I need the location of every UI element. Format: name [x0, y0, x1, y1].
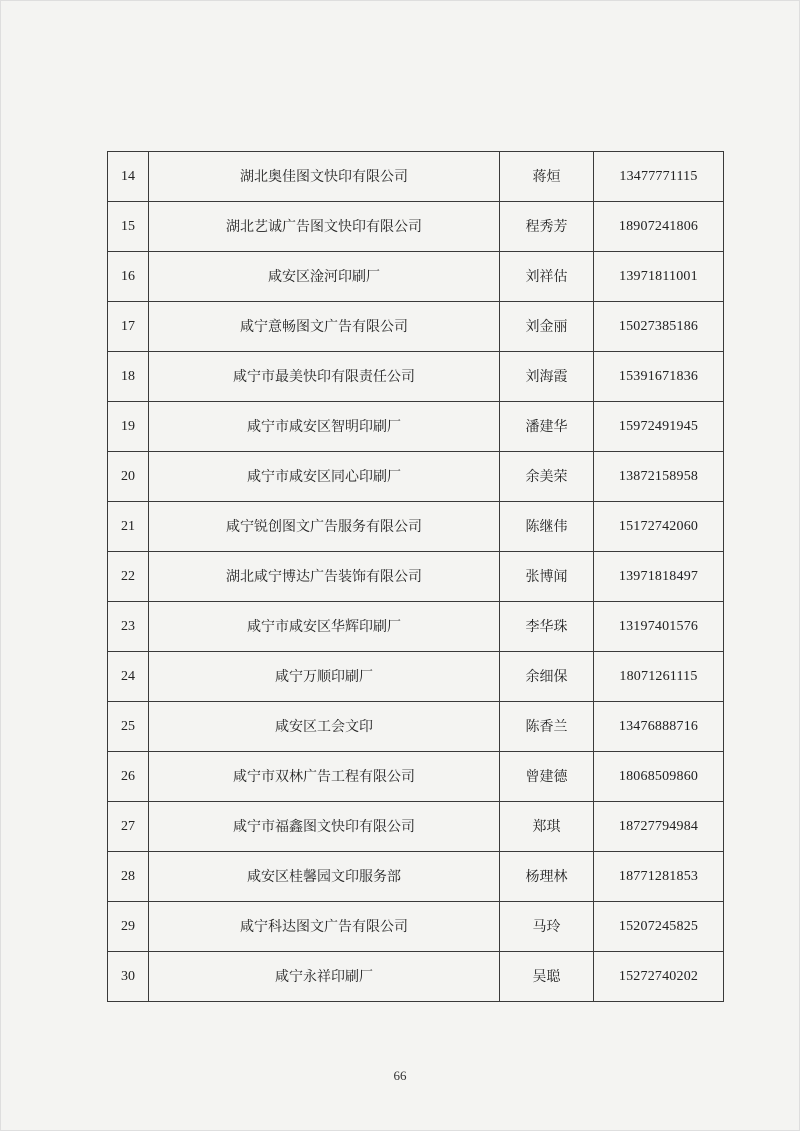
organization-name: 咸宁市双林广告工程有限公司 — [149, 752, 500, 802]
row-number: 26 — [108, 752, 149, 802]
row-number: 27 — [108, 802, 149, 852]
contact-person: 潘建华 — [500, 402, 594, 452]
phone-number: 13197401576 — [594, 602, 724, 652]
table-row — [108, 452, 724, 502]
row-number: 21 — [108, 502, 149, 552]
contact-person: 陈香兰 — [500, 702, 594, 752]
row-number: 15 — [108, 202, 149, 252]
phone-number: 13477771115 — [594, 152, 724, 202]
table-row — [108, 502, 724, 552]
row-number: 22 — [108, 552, 149, 602]
organization-name: 咸宁科达图文广告有限公司 — [149, 902, 500, 952]
table-row — [108, 952, 724, 1002]
table-row — [108, 352, 724, 402]
table-row — [108, 302, 724, 352]
phone-number: 13476888716 — [594, 702, 724, 752]
table-row — [108, 152, 724, 202]
phone-number: 18727794984 — [594, 802, 724, 852]
contact-person: 杨理林 — [500, 852, 594, 902]
row-number: 25 — [108, 702, 149, 752]
table-row — [108, 702, 724, 752]
phone-number: 15391671836 — [594, 352, 724, 402]
organization-name: 咸宁市福鑫图文快印有限公司 — [149, 802, 500, 852]
contact-person: 余细保 — [500, 652, 594, 702]
table-row — [108, 402, 724, 452]
organization-name: 咸宁市最美快印有限责任公司 — [149, 352, 500, 402]
phone-number: 15207245825 — [594, 902, 724, 952]
contact-person: 张博闻 — [500, 552, 594, 602]
organization-name: 咸安区桂馨园文印服务部 — [149, 852, 500, 902]
contact-person: 程秀芳 — [500, 202, 594, 252]
contact-person: 刘金丽 — [500, 302, 594, 352]
phone-number: 15172742060 — [594, 502, 724, 552]
contact-table — [107, 151, 724, 1002]
table-row — [108, 602, 724, 652]
contact-person: 吴聪 — [500, 952, 594, 1002]
table-row — [108, 552, 724, 602]
page-number: 66 — [393, 1068, 407, 1083]
phone-number: 13971818497 — [594, 552, 724, 602]
contact-person: 刘祥估 — [500, 252, 594, 302]
contact-person: 蒋烜 — [500, 152, 594, 202]
row-number: 14 — [108, 152, 149, 202]
organization-name: 咸宁意畅图文广告有限公司 — [149, 302, 500, 352]
row-number: 29 — [108, 902, 149, 952]
table-row — [108, 752, 724, 802]
contact-person: 李华珠 — [500, 602, 594, 652]
contact-person: 陈继伟 — [500, 502, 594, 552]
row-number: 23 — [108, 602, 149, 652]
contact-person: 马玲 — [500, 902, 594, 952]
organization-name: 湖北咸宁博达广告装饰有限公司 — [149, 552, 500, 602]
contact-person: 余美荣 — [500, 452, 594, 502]
phone-number: 18068509860 — [594, 752, 724, 802]
row-number: 30 — [108, 952, 149, 1002]
organization-name: 咸宁市咸安区智明印刷厂 — [149, 402, 500, 452]
organization-name: 咸宁万顺印刷厂 — [149, 652, 500, 702]
row-number: 24 — [108, 652, 149, 702]
organization-name: 咸宁永祥印刷厂 — [149, 952, 500, 1002]
phone-number: 18907241806 — [594, 202, 724, 252]
table-row — [108, 902, 724, 952]
phone-number: 15027385186 — [594, 302, 724, 352]
phone-number: 13872158958 — [594, 452, 724, 502]
row-number: 17 — [108, 302, 149, 352]
organization-name: 咸安区淦河印刷厂 — [149, 252, 500, 302]
organization-name: 咸宁市咸安区华辉印刷厂 — [149, 602, 500, 652]
organization-name: 湖北艺诚广告图文快印有限公司 — [149, 202, 500, 252]
organization-name: 湖北奥佳图文快印有限公司 — [149, 152, 500, 202]
row-number: 19 — [108, 402, 149, 452]
row-number: 18 — [108, 352, 149, 402]
contact-table-body — [108, 152, 724, 1002]
table-row — [108, 252, 724, 302]
table-row — [108, 652, 724, 702]
phone-number: 15972491945 — [594, 402, 724, 452]
row-number: 20 — [108, 452, 149, 502]
phone-number: 13971811001 — [594, 252, 724, 302]
phone-number: 15272740202 — [594, 952, 724, 1002]
contact-person: 刘海霞 — [500, 352, 594, 402]
organization-name: 咸安区工会文印 — [149, 702, 500, 752]
organization-name: 咸宁市咸安区同心印刷厂 — [149, 452, 500, 502]
phone-number: 18071261115 — [594, 652, 724, 702]
table-row — [108, 802, 724, 852]
row-number: 28 — [108, 852, 149, 902]
contact-person: 郑琪 — [500, 802, 594, 852]
table-row — [108, 202, 724, 252]
organization-name: 咸宁锐创图文广告服务有限公司 — [149, 502, 500, 552]
row-number: 16 — [108, 252, 149, 302]
table-row — [108, 852, 724, 902]
phone-number: 18771281853 — [594, 852, 724, 902]
contact-person: 曾建德 — [500, 752, 594, 802]
